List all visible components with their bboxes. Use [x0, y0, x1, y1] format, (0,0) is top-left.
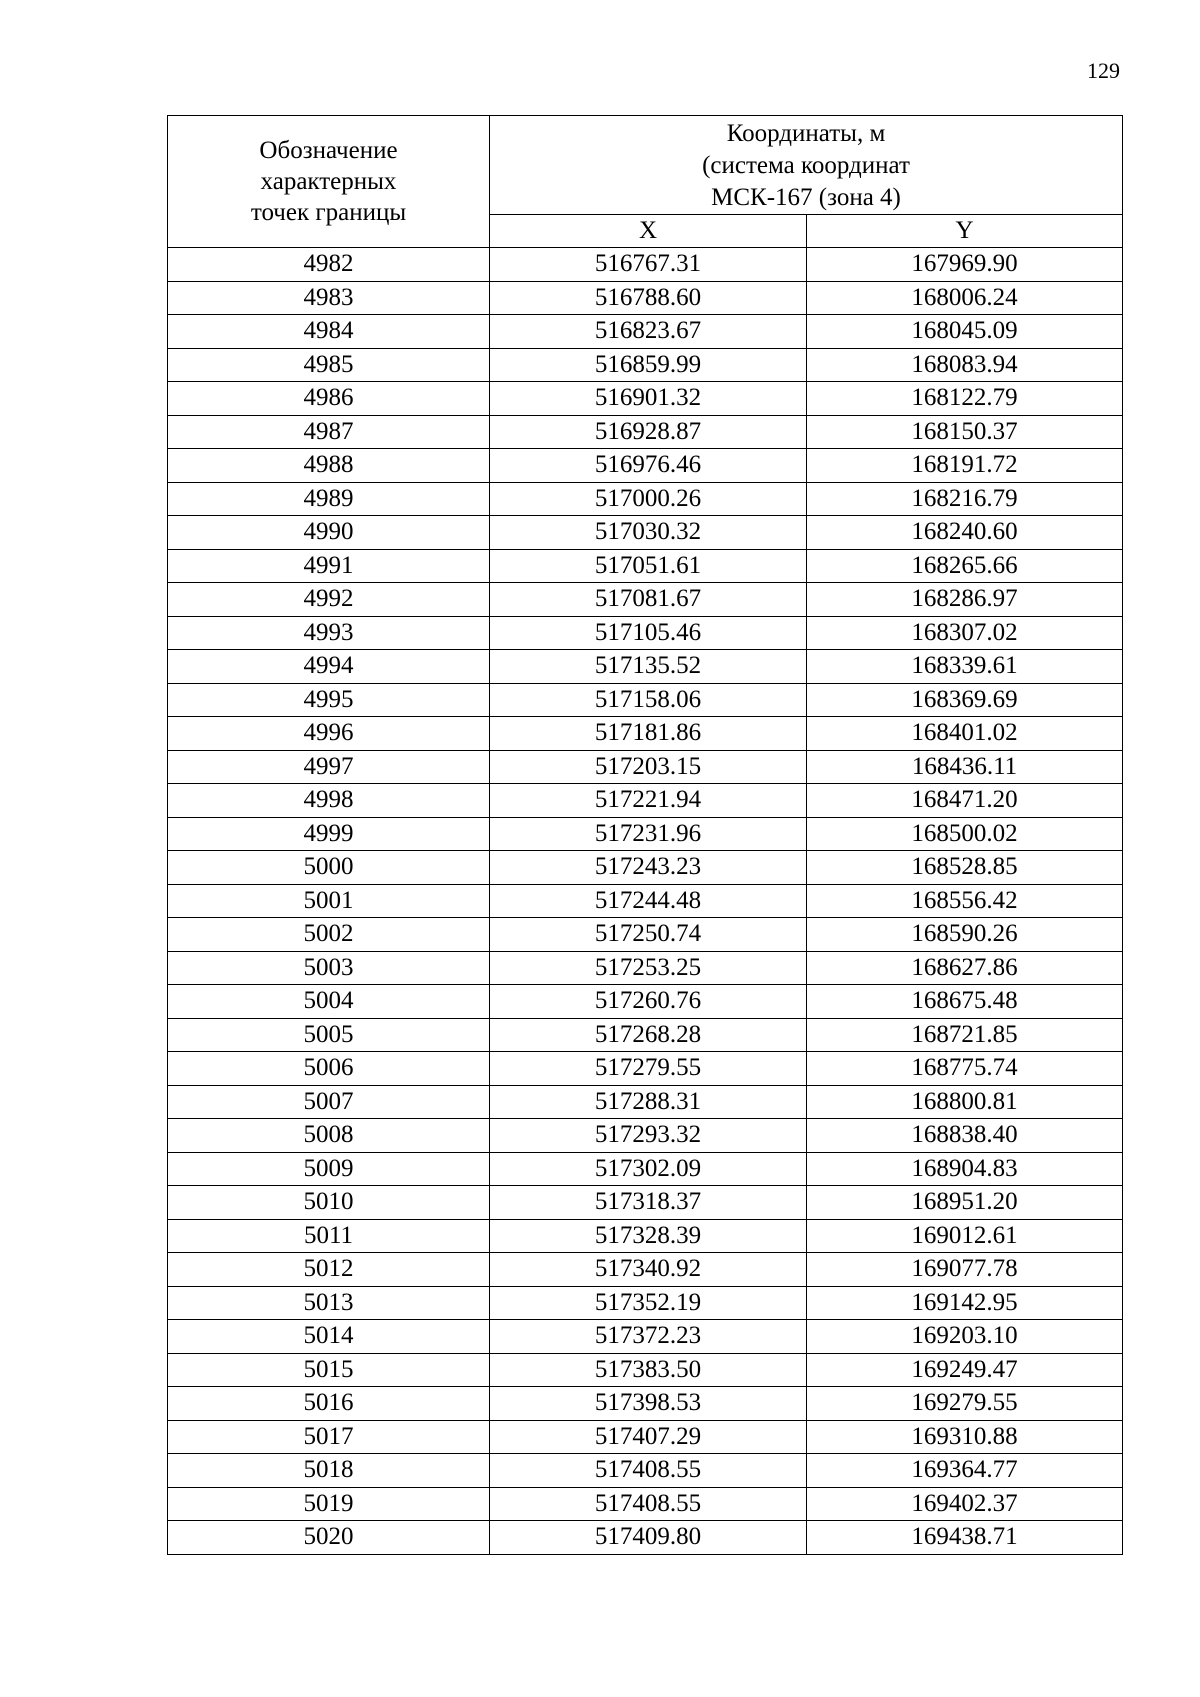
table-row: [168, 248, 1123, 282]
x-coordinate-cell: 517302.09: [490, 1152, 807, 1186]
x-coordinate-cell: 517398.53: [490, 1387, 807, 1421]
point-cell: 5005: [168, 1018, 490, 1052]
x-coordinate-cell: 516767.31: [490, 248, 807, 282]
point-cell: 4990: [168, 516, 490, 550]
point-cell: 4986: [168, 382, 490, 416]
y-coordinate-cell: 168045.09: [807, 315, 1123, 349]
y-coordinate-cell: 169364.77: [807, 1454, 1123, 1488]
point-cell: 5020: [168, 1521, 490, 1555]
point-cell: 4993: [168, 616, 490, 650]
point-cell: 5014: [168, 1320, 490, 1354]
y-coordinate-cell: 168800.81: [807, 1085, 1123, 1119]
point-cell: 5009: [168, 1152, 490, 1186]
y-coordinate-cell: 168471.20: [807, 784, 1123, 818]
point-cell: 5006: [168, 1052, 490, 1086]
point-cell: 4984: [168, 315, 490, 349]
x-coordinate-cell: 516976.46: [490, 449, 807, 483]
x-coordinate-cell: 517158.06: [490, 683, 807, 717]
y-coordinate-cell: 168951.20: [807, 1186, 1123, 1220]
point-cell: 4991: [168, 549, 490, 583]
table-row: [168, 884, 1123, 918]
x-coordinate-cell: 517372.23: [490, 1320, 807, 1354]
y-coordinate-cell: 168436.11: [807, 750, 1123, 784]
y-coordinate-cell: 168150.37: [807, 415, 1123, 449]
x-coordinate-cell: 517293.32: [490, 1119, 807, 1153]
point-cell: 4999: [168, 817, 490, 851]
coordinates-header: [490, 116, 1123, 215]
x-coordinate-cell: 517231.96: [490, 817, 807, 851]
table-row: [168, 918, 1123, 952]
coordinates-table: [167, 115, 1123, 1555]
y-coordinate-cell: 168240.60: [807, 516, 1123, 550]
y-coordinate-cell: 169077.78: [807, 1253, 1123, 1287]
table-row: [168, 750, 1123, 784]
table-row: [168, 616, 1123, 650]
x-coordinate-cell: 517000.26: [490, 482, 807, 516]
y-coordinate-cell: 169203.10: [807, 1320, 1123, 1354]
y-coordinate-cell: 168590.26: [807, 918, 1123, 952]
table-row: [168, 1387, 1123, 1421]
x-coordinate-cell: 517279.55: [490, 1052, 807, 1086]
table-row: [168, 482, 1123, 516]
header-line: МСК-167 (зона 4): [711, 184, 901, 211]
y-coordinate-cell: 168339.61: [807, 650, 1123, 684]
x-coordinate-cell: 516901.32: [490, 382, 807, 416]
table-row: [168, 281, 1123, 315]
x-coordinate-cell: 517135.52: [490, 650, 807, 684]
x-coordinate-cell: 516928.87: [490, 415, 807, 449]
table-row: [168, 1186, 1123, 1220]
x-coordinate-cell: 517407.29: [490, 1420, 807, 1454]
point-cell: 4989: [168, 482, 490, 516]
table-row: [168, 951, 1123, 985]
point-designation-header: [168, 116, 490, 248]
table-row: [168, 1353, 1123, 1387]
y-coordinate-cell: 168627.86: [807, 951, 1123, 985]
point-cell: 4992: [168, 583, 490, 617]
x-coordinate-cell: 517268.28: [490, 1018, 807, 1052]
y-coordinate-cell: 168369.69: [807, 683, 1123, 717]
y-coordinate-cell: 169402.37: [807, 1487, 1123, 1521]
x-coordinate-cell: 517409.80: [490, 1521, 807, 1555]
table-row: [168, 1018, 1123, 1052]
point-cell: 4997: [168, 750, 490, 784]
table-row: [168, 583, 1123, 617]
x-coordinate-cell: 517081.67: [490, 583, 807, 617]
point-cell: 5000: [168, 851, 490, 885]
header-line: (система координат: [702, 152, 910, 179]
point-cell: 4998: [168, 784, 490, 818]
y-coordinate-cell: 168721.85: [807, 1018, 1123, 1052]
table-body: [168, 248, 1123, 1555]
table-row: [168, 851, 1123, 885]
x-coordinate-cell: 517260.76: [490, 985, 807, 1019]
table-row: [168, 1420, 1123, 1454]
point-cell: 4982: [168, 248, 490, 282]
header-line: характерных: [260, 168, 397, 195]
y-coordinate-cell: 168675.48: [807, 985, 1123, 1019]
y-coordinate-cell: 169249.47: [807, 1353, 1123, 1387]
x-coordinate-cell: 517244.48: [490, 884, 807, 918]
x-coordinate-cell: 516859.99: [490, 348, 807, 382]
table-row: [168, 1521, 1123, 1555]
x-coordinate-cell: 517288.31: [490, 1085, 807, 1119]
point-cell: 5018: [168, 1454, 490, 1488]
y-coordinate-cell: 169142.95: [807, 1286, 1123, 1320]
x-coordinate-cell: 517243.23: [490, 851, 807, 885]
x-coordinate-cell: 517408.55: [490, 1487, 807, 1521]
x-coordinate-cell: 517340.92: [490, 1253, 807, 1287]
point-cell: 5019: [168, 1487, 490, 1521]
y-coordinate-cell: 168838.40: [807, 1119, 1123, 1153]
table-row: [168, 1253, 1123, 1287]
table-row: [168, 1052, 1123, 1086]
y-coordinate-cell: 168006.24: [807, 281, 1123, 315]
table-row: [168, 1152, 1123, 1186]
x-coordinate-cell: 517318.37: [490, 1186, 807, 1220]
y-coordinate-cell: 168401.02: [807, 717, 1123, 751]
point-cell: 5012: [168, 1253, 490, 1287]
table-row: [168, 1085, 1123, 1119]
y-coordinate-cell: 169310.88: [807, 1420, 1123, 1454]
point-cell: 5001: [168, 884, 490, 918]
page-number: 129: [1087, 58, 1120, 83]
x-coordinate-cell: 517203.15: [490, 750, 807, 784]
table-row: [168, 549, 1123, 583]
x-coordinate-cell: 517030.32: [490, 516, 807, 550]
y-coordinate-cell: 168122.79: [807, 382, 1123, 416]
table-row: [168, 717, 1123, 751]
x-coordinate-cell: 517105.46: [490, 616, 807, 650]
table-row: [168, 683, 1123, 717]
x-coordinate-cell: 517383.50: [490, 1353, 807, 1387]
point-cell: 5008: [168, 1119, 490, 1153]
x-coordinate-cell: 516788.60: [490, 281, 807, 315]
x-coordinate-cell: 517408.55: [490, 1454, 807, 1488]
table-row: [168, 348, 1123, 382]
point-cell: 4995: [168, 683, 490, 717]
y-coordinate-cell: 168500.02: [807, 817, 1123, 851]
table-row: [168, 817, 1123, 851]
y-coordinate-cell: 168191.72: [807, 449, 1123, 483]
point-cell: 4994: [168, 650, 490, 684]
point-cell: 5011: [168, 1219, 490, 1253]
x-coordinate-cell: 517352.19: [490, 1286, 807, 1320]
y-coordinate-cell: 168307.02: [807, 616, 1123, 650]
y-coordinate-cell: 168265.66: [807, 549, 1123, 583]
y-coordinate-cell: 168528.85: [807, 851, 1123, 885]
x-column-header: X: [490, 215, 807, 248]
x-coordinate-cell: 517221.94: [490, 784, 807, 818]
header-row: [168, 116, 1123, 215]
header-line: Обозначение: [259, 137, 398, 164]
y-column-header: Y: [807, 215, 1123, 248]
point-cell: 5017: [168, 1420, 490, 1454]
table-row: [168, 784, 1123, 818]
point-cell: 4985: [168, 348, 490, 382]
header-line: точек границы: [250, 199, 407, 226]
table-row: [168, 1487, 1123, 1521]
table-row: [168, 1454, 1123, 1488]
point-cell: 5010: [168, 1186, 490, 1220]
table-row: [168, 382, 1123, 416]
y-coordinate-cell: 168083.94: [807, 348, 1123, 382]
x-coordinate-cell: 516823.67: [490, 315, 807, 349]
table-row: [168, 650, 1123, 684]
point-cell: 5007: [168, 1085, 490, 1119]
point-cell: 5003: [168, 951, 490, 985]
x-coordinate-cell: 517328.39: [490, 1219, 807, 1253]
point-cell: 5002: [168, 918, 490, 952]
table-row: [168, 1219, 1123, 1253]
point-cell: 4987: [168, 415, 490, 449]
point-cell: 4996: [168, 717, 490, 751]
y-coordinate-cell: 169279.55: [807, 1387, 1123, 1421]
point-cell: 4988: [168, 449, 490, 483]
y-coordinate-cell: 169012.61: [807, 1219, 1123, 1253]
y-coordinate-cell: 169438.71: [807, 1521, 1123, 1555]
y-coordinate-cell: 168775.74: [807, 1052, 1123, 1086]
x-coordinate-cell: 517181.86: [490, 717, 807, 751]
point-cell: 4983: [168, 281, 490, 315]
table-row: [168, 1320, 1123, 1354]
table-row: [168, 315, 1123, 349]
y-coordinate-cell: 168216.79: [807, 482, 1123, 516]
table-row: [168, 1286, 1123, 1320]
table-row: [168, 985, 1123, 1019]
x-coordinate-cell: 517253.25: [490, 951, 807, 985]
table-row: [168, 516, 1123, 550]
y-coordinate-cell: 168286.97: [807, 583, 1123, 617]
point-cell: 5013: [168, 1286, 490, 1320]
point-cell: 5016: [168, 1387, 490, 1421]
table-row: [168, 449, 1123, 483]
x-coordinate-cell: 517051.61: [490, 549, 807, 583]
y-coordinate-cell: 168904.83: [807, 1152, 1123, 1186]
y-coordinate-cell: 168556.42: [807, 884, 1123, 918]
table-row: [168, 1119, 1123, 1153]
header-line: Координаты, м: [726, 120, 886, 147]
x-coordinate-cell: 517250.74: [490, 918, 807, 952]
point-cell: 5004: [168, 985, 490, 1019]
table-row: [168, 415, 1123, 449]
point-cell: 5015: [168, 1353, 490, 1387]
y-coordinate-cell: 167969.90: [807, 248, 1123, 282]
